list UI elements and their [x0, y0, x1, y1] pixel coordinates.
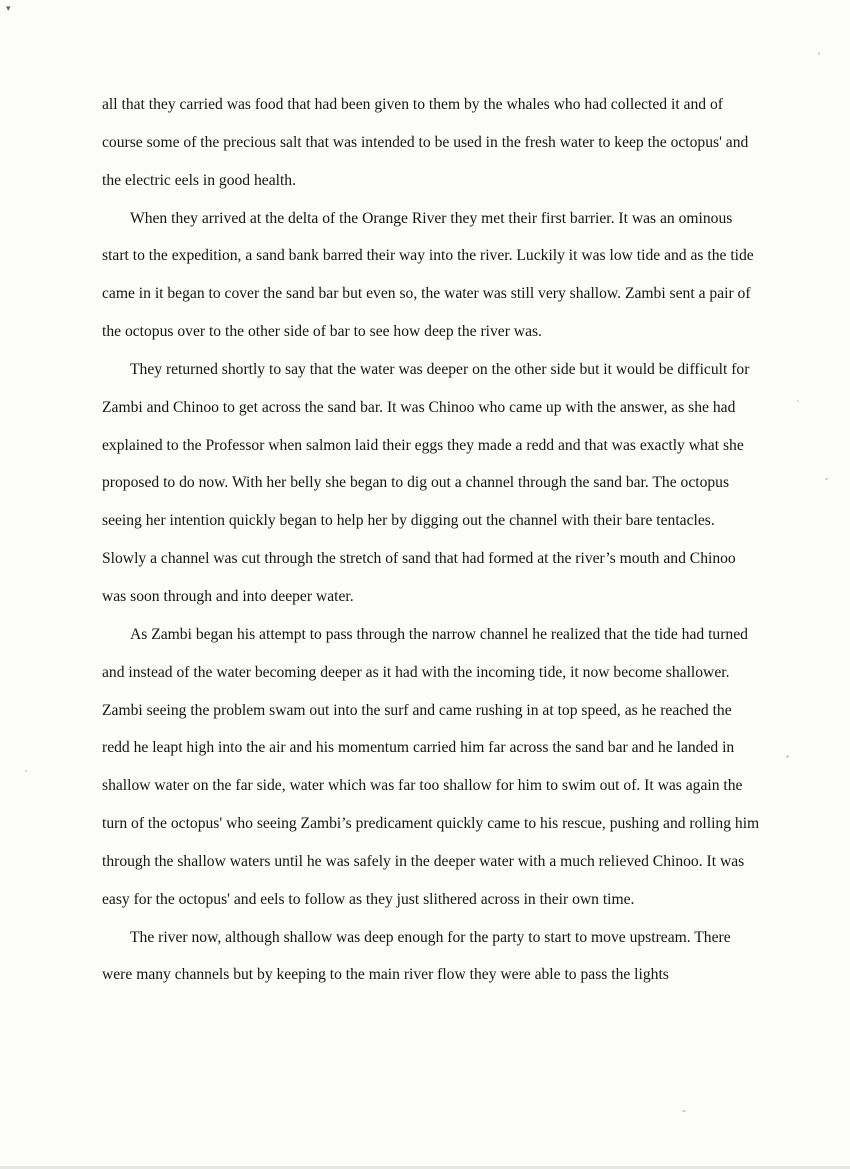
paragraph: all that they carried was food that had been given to them by the whales who had collected it and of course some of the precious salt that was intended to be used in the fresh water to keep the octopus' and the electric eels in good health.: [102, 96, 749, 189]
paragraph: They returned shortly to say that the water was deeper on the other side but it would be difficult for Zambi and Chinoo to get across the sand bar. It was Chinoo who came up with the answer, as she had explained to the Professor when salmon laid their eggs they made a redd and that was exactly what she proposed to do now. With her belly she began to dig out a channel through the sand bar. The octopus seeing her intention quickly began to help her by digging out the channel with their bare tentacles. Slowly a channel was cut through the stretch of sand that had formed at the river’s mouth and Chinoo was soon through and into deeper water.: [102, 360, 750, 605]
scan-speck: [825, 478, 828, 480]
corner-mark-icon: ▾: [6, 3, 11, 13]
scan-speck: [682, 1110, 686, 1112]
page-body-text: [102, 86, 762, 994]
paragraph: When they arrived at the delta of the Orange River they met their first barrier. It was an ominous start to the expedition, a sand bank barred their way into the river. Luckily it was low tide and as the tide came in it began to cover the sand bar but even so, the water was still very shallow. Zambi sent a pair of the octopus over to the other side of bar to see how deep the river was.: [102, 209, 754, 341]
scan-speck: [797, 400, 799, 402]
paragraph: As Zambi began his attempt to pass through the narrow channel he realized that the tide had turned and instead of the water becoming deeper as it had with the incoming tide, it now become shallower. Zambi seeing the problem swam out into the surf and came rushing in at top speed, as he reached the redd he leapt high into the air and his momentum carried him far across the sand bar and he landed in shallow water on the far side, water which was far too shallow for him to swim out of. It was again the turn of the octopus' who seeing Zambi’s predicament quickly came to his rescue, pushing and rolling him through the shallow waters until he was safely in the deeper water with a much relieved Chinoo. It was easy for the octopus' and eels to follow as they just slithered across in their own time.: [102, 625, 760, 908]
paragraph: The river now, although shallow was deep enough for the party to start to move upstream. There were many channels but by keeping to the main river flow they were able to pass the lights: [102, 928, 731, 984]
scan-speck: [786, 755, 789, 758]
scan-speck: [818, 52, 820, 55]
scan-speck: [25, 770, 27, 772]
